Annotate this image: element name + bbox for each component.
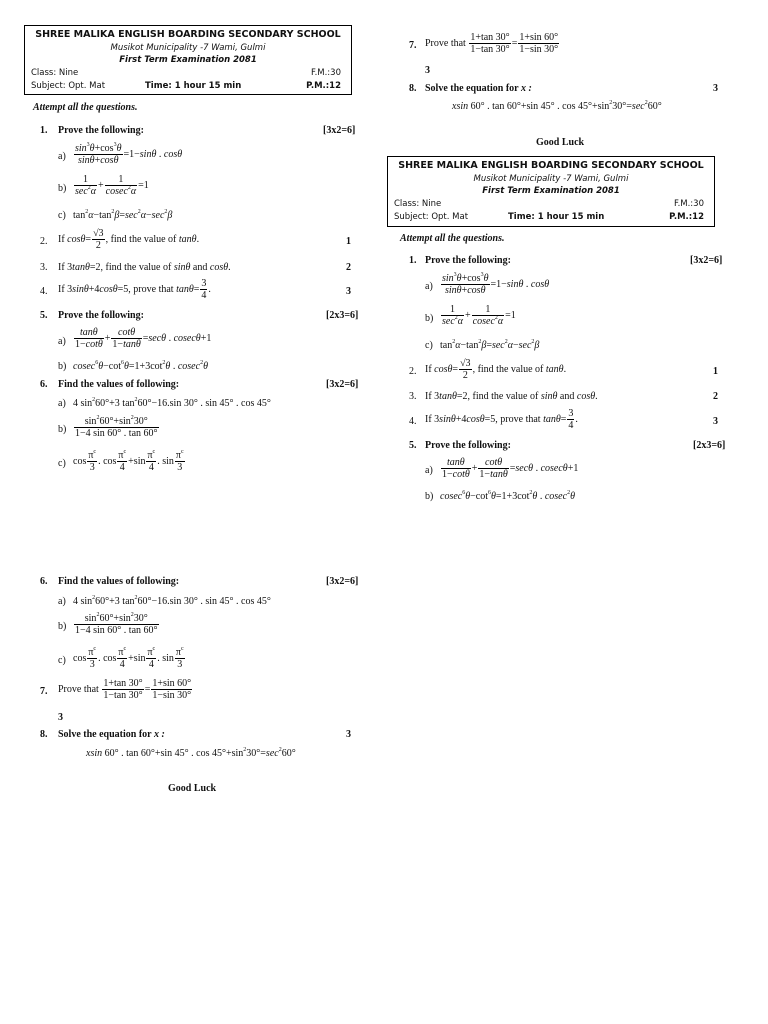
q6-marks: [3x2=6] bbox=[326, 379, 359, 390]
q1-marks: [3x2=6] bbox=[323, 125, 356, 136]
q1a-right-label: a) bbox=[425, 281, 433, 292]
q5b-right-equation: $cosec^6\theta-\cot^6\theta=1+3\cot^2\theta$ . cosec$^2$θ bbox=[440, 490, 575, 502]
time-label: Time: 1 hour 15 min bbox=[145, 81, 242, 91]
q1-right-marks: [3x2=6] bbox=[690, 255, 723, 266]
q7-marks: 3 bbox=[58, 712, 63, 723]
q3-right-number: 3. bbox=[409, 391, 417, 402]
q1-title: Prove the following: bbox=[58, 125, 144, 136]
time-label-right: Time: 1 hour 15 min bbox=[508, 212, 605, 222]
class-label-right: Class: Nine bbox=[394, 199, 442, 209]
q2-right-marks: 1 bbox=[713, 366, 718, 377]
q1a-label: a) bbox=[58, 151, 66, 162]
q1b-equation: $\frac{1}{\sec^2\alpha}$ + $\frac{1}{cosec^2\alpha}$ =1 bbox=[75, 174, 149, 197]
q6a-label: a) bbox=[58, 398, 66, 409]
q5-right-number: 5. bbox=[409, 440, 417, 451]
q6c-repeat-label: c) bbox=[58, 655, 66, 666]
q5a-label: a) bbox=[58, 336, 66, 347]
q4-right-number: 4. bbox=[409, 416, 417, 427]
q6-repeat-title: Find the values of following: bbox=[58, 576, 180, 587]
closing-text-right: Good Luck bbox=[536, 137, 585, 148]
subject-label-right: Subject: Opt. Mat bbox=[394, 212, 469, 222]
q1a-equation: $\frac{\sin^3\theta+\cos^3\theta}{\sin\theta+\cos\theta}$ =1−sinθ . cosθ bbox=[75, 142, 183, 166]
pass-marks: P.M.:12 bbox=[306, 81, 341, 91]
exam-header-right bbox=[387, 156, 715, 227]
q5b-equation: $cosec^6\theta-\cot^6\theta=1+3\cot^2\theta$ . cosec$^2$θ bbox=[73, 360, 208, 372]
q1c-right-label: c) bbox=[425, 340, 433, 351]
q3-number: 3. bbox=[40, 262, 48, 273]
q4-text: If 3sinθ+4cosθ=5, prove that tanθ= $\frac{3}{4}$ . bbox=[58, 278, 211, 301]
exam-title: First Term Examination 2081 bbox=[119, 55, 257, 65]
q3-marks: 2 bbox=[346, 262, 351, 273]
q1b-label: b) bbox=[58, 183, 67, 194]
q6-number: 6. bbox=[40, 379, 48, 390]
q8-right-marks: 3 bbox=[713, 83, 718, 94]
q6c-label: c) bbox=[58, 458, 66, 469]
q4-marks: 3 bbox=[346, 286, 351, 297]
q1b-right-label: b) bbox=[425, 313, 434, 324]
q6b-expression: $\frac{\sin^260^\circ+\sin^230^\circ}{1-4 \sin 60^\circ . \tan 60^\circ}$ bbox=[75, 415, 158, 439]
instructions: Attempt all the questions. bbox=[33, 102, 138, 113]
q6b-label: b) bbox=[58, 424, 67, 435]
q1-right-number: 1. bbox=[409, 255, 417, 266]
q6a-repeat-expression: 4 $\sin^260^\circ+3$ $\tan^260^\circ-16.\sin$ 30° . sin 45° . cos 45° bbox=[73, 595, 271, 607]
q6-repeat-number: 6. bbox=[40, 576, 48, 587]
q2-right-text: If cosθ= $\frac{√3}{2}$ , find the value of tanθ. bbox=[425, 358, 567, 381]
q1c-equation: $\tan^2\alpha-\tan^2\beta=\sec^2\alpha-\sec^2\beta$ bbox=[73, 209, 173, 221]
q6c-expression: cos $\frac{\pi^c}{3}$ . cos $\frac{\pi^c}{4}$ +sin $\frac{\pi^c}{4}$ . sin $\frac{\pi^c}{3}$ bbox=[73, 449, 184, 473]
q7-right-text: Prove that $\frac{1+\tan 30^\circ}{1-\tan 30^\circ}$ = $\frac{1+\sin 60^\circ}{1-\sin 30^\circ}$ bbox=[425, 32, 559, 55]
q5a-equation: $\frac{\tan\theta}{1-\cot\theta}$ + $\frac{\cot\theta}{1-\tan\theta}$ =secθ . cosecθ+1 bbox=[75, 327, 212, 350]
q5b-label: b) bbox=[58, 361, 67, 372]
school-address-right: Musikot Municipality -7 Wami, Gulmi bbox=[473, 174, 629, 184]
q1c-right-equation: $\tan^2\alpha-\tan^2\beta=\sec^2\alpha-\sec^2\beta$ bbox=[440, 339, 540, 351]
closing-text: Good Luck bbox=[168, 783, 217, 794]
exam-title-right: First Term Examination 2081 bbox=[482, 186, 620, 196]
school-name: SHREE MALIKA ENGLISH BOARDING SECONDARY SCHOOL bbox=[35, 29, 341, 40]
class-label: Class: Nine bbox=[31, 68, 79, 78]
q3-right-marks: 2 bbox=[713, 391, 718, 402]
q6a-repeat-label: a) bbox=[58, 596, 66, 607]
q5-title: Prove the following: bbox=[58, 310, 144, 321]
q5-right-marks: [2x3=6] bbox=[693, 440, 726, 451]
q1c-label: c) bbox=[58, 210, 66, 221]
q7-number: 7. bbox=[40, 686, 48, 697]
full-marks: F.M.:30 bbox=[311, 68, 341, 78]
school-name-right: SHREE MALIKA ENGLISH BOARDING SECONDARY SCHOOL bbox=[398, 160, 704, 171]
q2-text: If cosθ= $\frac{√3}{2}$ , find the value of tanθ. bbox=[58, 228, 200, 251]
instructions-right: Attempt all the questions. bbox=[400, 233, 505, 244]
q7-right-marks: 3 bbox=[425, 65, 430, 76]
q2-marks: 1 bbox=[346, 236, 351, 247]
q4-right-text: If 3sinθ+4cosθ=5, prove that tanθ= $\frac{3}{4}$ . bbox=[425, 408, 578, 431]
school-address: Musikot Municipality -7 Wami, Gulmi bbox=[110, 43, 266, 53]
q1-right-title: Prove the following: bbox=[425, 255, 511, 266]
q6b-repeat-label: b) bbox=[58, 621, 67, 632]
q8-number: 8. bbox=[40, 729, 48, 740]
full-marks-right: F.M.:30 bbox=[674, 199, 704, 209]
q8-right-number: 8. bbox=[409, 83, 417, 94]
q6c-repeat-expression: cos $\frac{\pi^c}{3}$ . cos $\frac{\pi^c}{4}$ +sin $\frac{\pi^c}{4}$ . sin $\frac{\pi^c}{3}$ bbox=[73, 646, 184, 670]
q8-right-title: Solve the equation for x : bbox=[425, 83, 532, 94]
q8-equation: xsin 60° . tan 60°+sin 45° . $\cos 45^\circ+\sin^230^\circ=\sec^260^\circ$ bbox=[86, 747, 296, 759]
q5-number: 5. bbox=[40, 310, 48, 321]
subject-label: Subject: Opt. Mat bbox=[31, 81, 106, 91]
q2-right-number: 2. bbox=[409, 366, 417, 377]
q6-title: Find the values of following: bbox=[58, 379, 180, 390]
exam-header-left bbox=[24, 25, 352, 95]
q1-number: 1. bbox=[40, 125, 48, 136]
pass-marks-right: P.M.:12 bbox=[669, 212, 704, 222]
q6b-repeat-expression: $\frac{\sin^260^\circ+\sin^230^\circ}{1-4 \sin 60^\circ . \tan 60^\circ}$ bbox=[75, 612, 158, 636]
q4-number: 4. bbox=[40, 286, 48, 297]
q8-title: Solve the equation for x : bbox=[58, 729, 165, 740]
q5-marks: [2x3=6] bbox=[326, 310, 359, 321]
q7-right-number: 7. bbox=[409, 40, 417, 51]
q6-repeat-marks: [3x2=6] bbox=[326, 576, 359, 587]
q3-right-text: If 3tanθ=2, find the value of sinθ and cosθ. bbox=[425, 391, 598, 402]
q1b-right-equation: $\frac{1}{\sec^2\alpha}$ + $\frac{1}{cosec^2\alpha}$ =1 bbox=[442, 304, 516, 327]
q2-number: 2. bbox=[40, 236, 48, 247]
q6a-expression: 4 $\sin^260^\circ+3$ $\tan^260^\circ-16.\sin$ 30° . sin 45° . cos 45° bbox=[73, 397, 271, 409]
q8-marks: 3 bbox=[346, 729, 351, 740]
q5b-right-label: b) bbox=[425, 491, 434, 502]
q3-text: If 3tanθ=2, find the value of sinθ and cosθ. bbox=[58, 262, 231, 273]
q5a-right-label: a) bbox=[425, 465, 433, 476]
q5a-right-equation: $\frac{\tan\theta}{1-\cot\theta}$ + $\frac{\cot\theta}{1-\tan\theta}$ =secθ . cosecθ+1 bbox=[442, 457, 579, 480]
q8-right-equation: xsin 60° . tan 60°+sin 45° . $\cos 45^\circ+\sin^230^\circ=\sec^260^\circ$ bbox=[452, 100, 662, 112]
q5-right-title: Prove the following: bbox=[425, 440, 511, 451]
q7-text: Prove that $\frac{1+\tan 30^\circ}{1-\tan 30^\circ}$ = $\frac{1+\sin 60^\circ}{1-\sin 30^\circ}$ bbox=[58, 678, 192, 701]
q4-right-marks: 3 bbox=[713, 416, 718, 427]
q1a-right-equation: $\frac{\sin^3\theta+\cos^3\theta}{\sin\theta+\cos\theta}$ =1−sinθ . cosθ bbox=[442, 272, 550, 296]
